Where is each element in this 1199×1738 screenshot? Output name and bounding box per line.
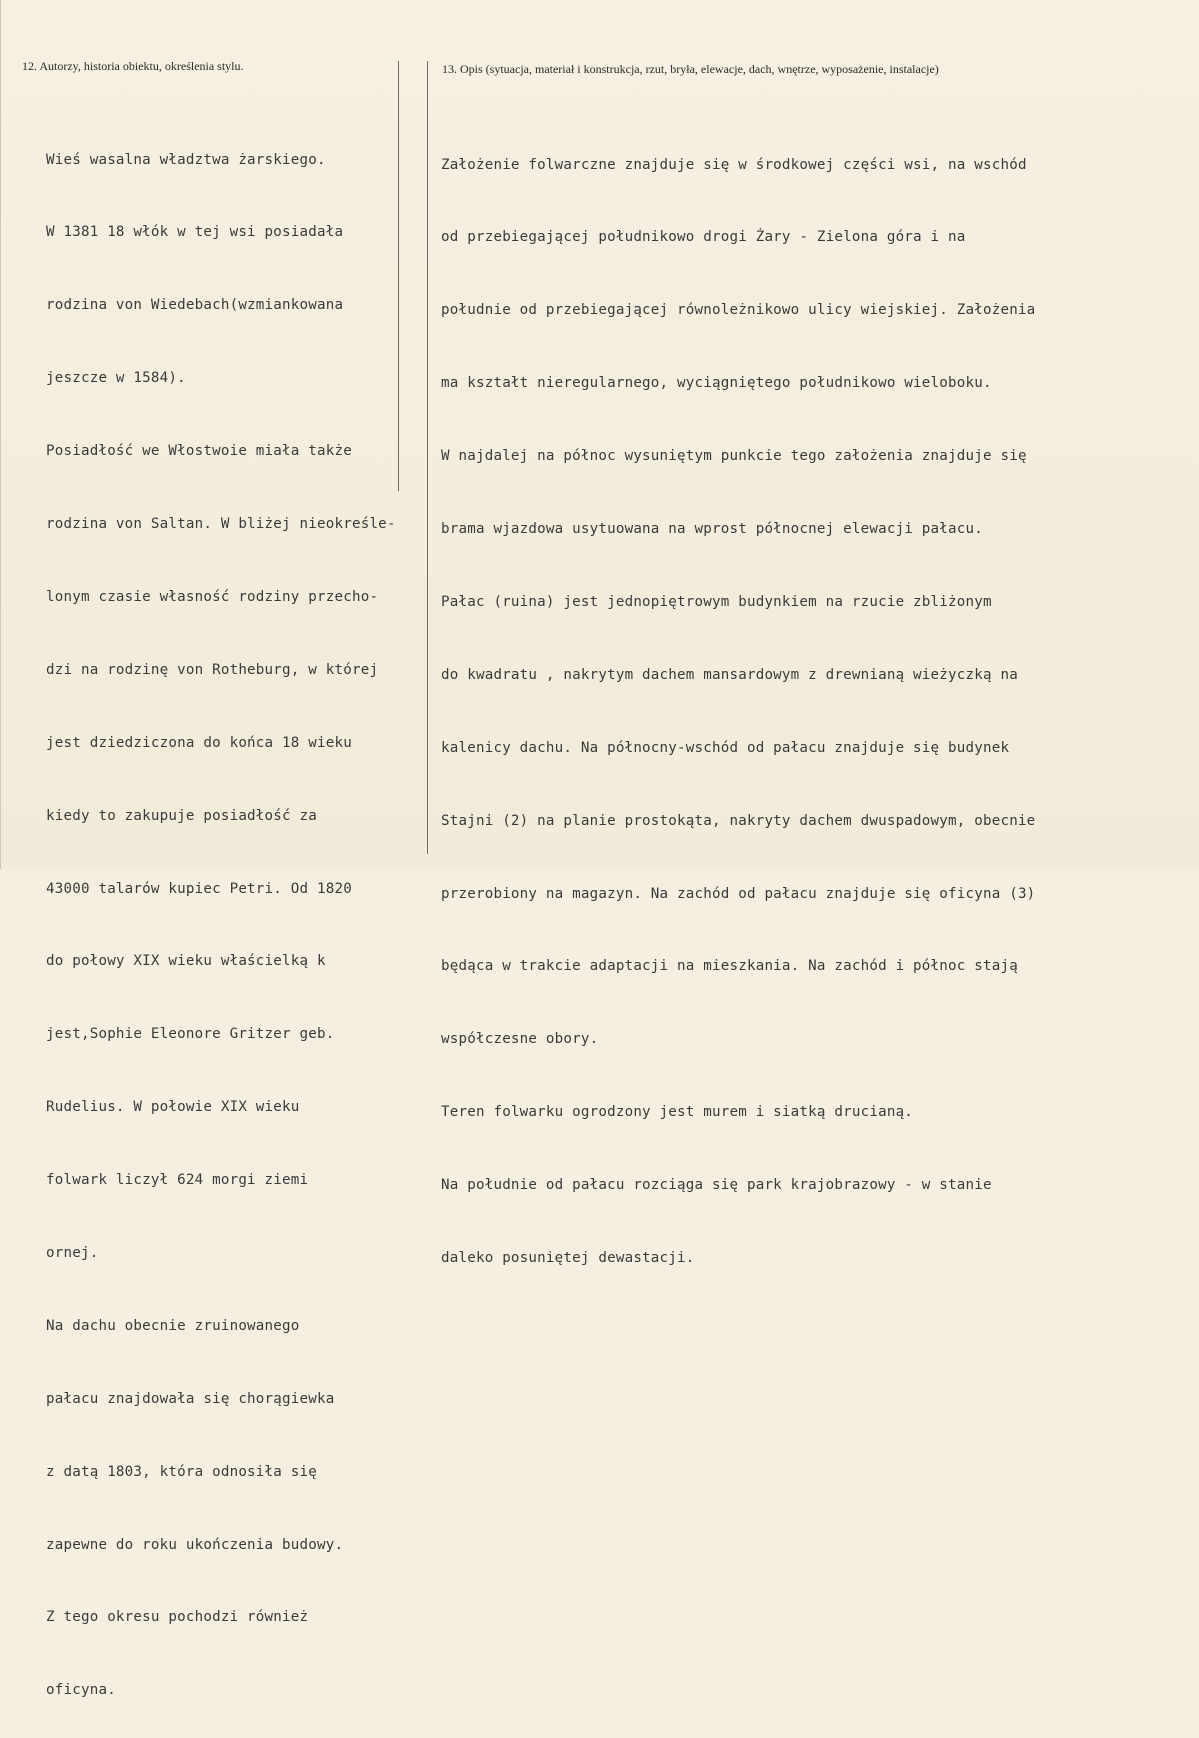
history-text bbox=[46, 99, 396, 1738]
history-line: rodzina von Saltan. W bliżej nieokreśle- bbox=[46, 516, 396, 533]
description-line: Stajni (2) na planie prostokąta, nakryty dachem dwuspadowym, obecnie bbox=[441, 812, 1036, 829]
section-13-heading: 13. Opis (sytuacja, materiał i konstrukcja, rzut, bryła, elewacje, dach, wnętrze, wyposażenie, instalacje) bbox=[442, 62, 939, 76]
description-line: będąca w trakcie adaptacji na mieszkania. Na zachód i północ stają bbox=[441, 958, 1018, 975]
column-divider-right bbox=[427, 61, 428, 854]
column-divider-left bbox=[398, 61, 399, 491]
history-line: ornej. bbox=[46, 1244, 99, 1261]
history-line: Rudelius. W połowie XIX wieku bbox=[46, 1099, 300, 1116]
history-line: jeszcze w 1584). bbox=[46, 370, 186, 387]
history-line: do połowy XIX wieku właścielką k bbox=[46, 953, 326, 970]
description-line: Założenie folwarczne znajduje się w środkowej części wsi, na wschód bbox=[441, 156, 1027, 173]
history-line: zapewne do roku ukończenia budowy. bbox=[46, 1536, 344, 1553]
description-line: brama wjazdowa usytuowana na wprost północnej elewacji pałacu. bbox=[441, 521, 983, 538]
description-line: ma kształt nieregularnego, wyciągniętego południkowo wieloboku. bbox=[441, 375, 992, 392]
description-line: Pałac (ruina) jest jednopiętrowym budynkiem na rzucie zbliżonym bbox=[441, 593, 992, 610]
history-line: jest dziedziczona do końca 18 wieku bbox=[46, 734, 352, 751]
history-line: z datą 1803, która odnosiła się bbox=[46, 1463, 317, 1480]
description-line: do kwadratu , nakrytym dachem mansardowym z drewnianą wieżyczką na bbox=[441, 666, 1018, 683]
history-line: 43000 talarów kupiec Petri. Od 1820 bbox=[46, 880, 352, 897]
history-line: Wieś wasalna władztwa żarskiego. bbox=[46, 151, 326, 168]
history-line: Z tego okresu pochodzi również bbox=[46, 1609, 309, 1626]
description-line: kalenicy dachu. Na północny-wschód od pałacu znajduje się budynek bbox=[441, 739, 1010, 756]
description-line: przerobiony na magazyn. Na zachód od pałacu znajduje się oficyna (3) bbox=[441, 885, 1036, 902]
description-line: Na południe od pałacu rozciąga się park krajobrazowy - w stanie bbox=[441, 1177, 992, 1194]
description-line: współczesne obory. bbox=[441, 1031, 599, 1048]
history-line: jest,Sophie Eleonore Gritzer geb. bbox=[46, 1026, 335, 1043]
description-line: od przebiegającej południkowo drogi Żary - Zielona góra i na bbox=[441, 229, 966, 246]
history-line: oficyna. bbox=[46, 1682, 116, 1699]
history-line: rodzina von Wiedebach(wzmiankowana bbox=[46, 297, 344, 314]
history-line: W 1381 18 włók w tej wsi posiadała bbox=[46, 224, 344, 241]
history-line: lonym czasie własność rodziny przecho- bbox=[46, 588, 379, 605]
history-line: kiedy to zakupuje posiadłość za bbox=[46, 807, 317, 824]
history-line: folwark liczył 624 morgi ziemi bbox=[46, 1172, 309, 1189]
description-line: południe od przebiegającej równoleżnikowo ulicy wiejskiej. Założenia bbox=[441, 302, 1036, 319]
description-line: Teren folwarku ogrodzony jest murem i siatką drucianą. bbox=[441, 1104, 914, 1121]
history-line: dzi na rodzinę von Rotheburg, w której bbox=[46, 661, 379, 678]
description-line: W najdalej na północ wysuniętym punkcie tego założenia znajduje się bbox=[441, 448, 1027, 465]
description-text bbox=[441, 104, 1035, 1319]
history-line: Posiadłość we Włostwoie miała także bbox=[46, 443, 352, 460]
history-line: pałacu znajdowała się chorągiewka bbox=[46, 1390, 335, 1407]
history-line: Na dachu obecnie zruinowanego bbox=[46, 1317, 300, 1334]
section-12-heading: 12. Autorzy, historia obiektu, określenia stylu. bbox=[22, 59, 244, 73]
description-line: daleko posuniętej dewastacji. bbox=[441, 1249, 695, 1266]
